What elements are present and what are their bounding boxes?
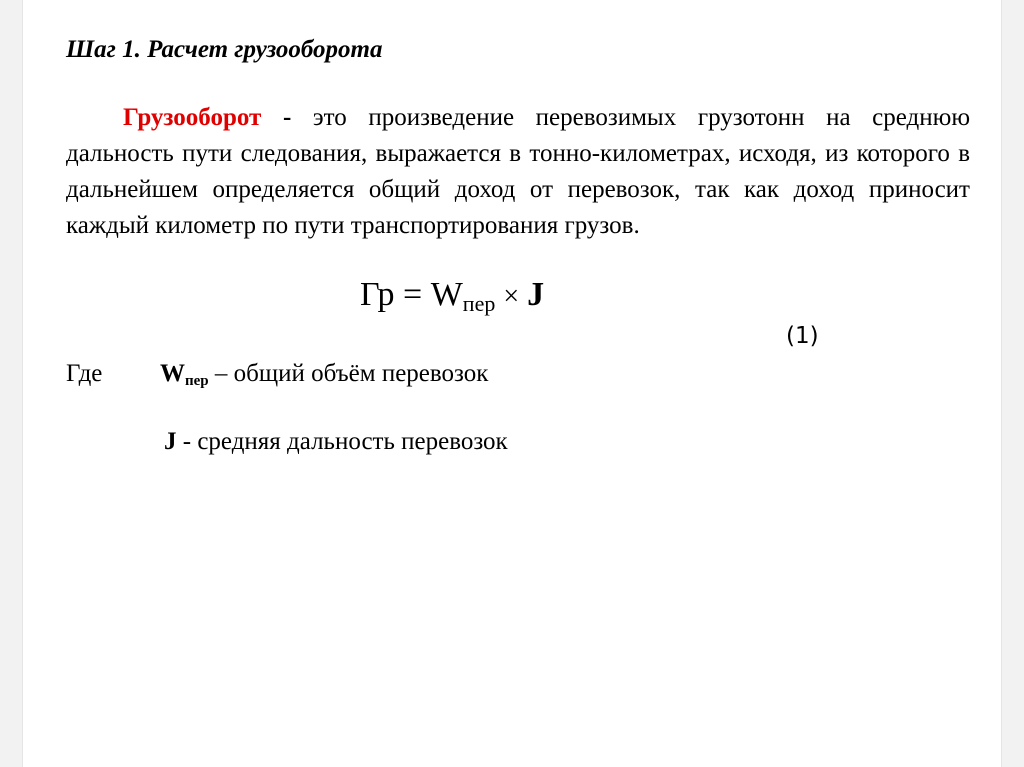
definition-w-symbol: W — [160, 360, 185, 387]
formula-times: × — [503, 281, 520, 312]
definition-text: это произведение перевозимых грузотонн на среднюю дальность пути следования, выражается в тонно-километрах, исходя, из которого в дальнейшем определяется общий доход от перевозок, так как доход приносит каждый километр по пути транспортирования грузов. — [66, 104, 971, 239]
equation-number: (1) — [786, 323, 819, 349]
definition-dash: - — [282, 104, 292, 131]
definition-w-subscript: пер — [185, 373, 209, 389]
definition-term: Грузооборот — [123, 104, 262, 131]
definition-w — [160, 360, 488, 390]
left-edge-strip — [0, 0, 23, 767]
formula-w: W — [430, 276, 463, 313]
definition-w-text: – общий объём перевозок — [214, 360, 489, 387]
formula-lhs: Гр — [360, 276, 395, 313]
definition-j — [164, 428, 508, 456]
where-label: Где — [66, 360, 103, 387]
formula-equals: = — [403, 276, 423, 313]
definition-j-symbol: J — [164, 428, 177, 455]
formula-w-subscript: пер — [462, 291, 496, 316]
definition-paragraph — [66, 100, 970, 244]
step-title: Шаг 1. Расчет грузооборота — [66, 36, 383, 63]
formula — [360, 276, 544, 317]
definition-j-text: - средняя дальность перевозок — [182, 428, 508, 455]
right-edge-strip — [1001, 0, 1024, 767]
formula-j: J — [527, 276, 545, 313]
